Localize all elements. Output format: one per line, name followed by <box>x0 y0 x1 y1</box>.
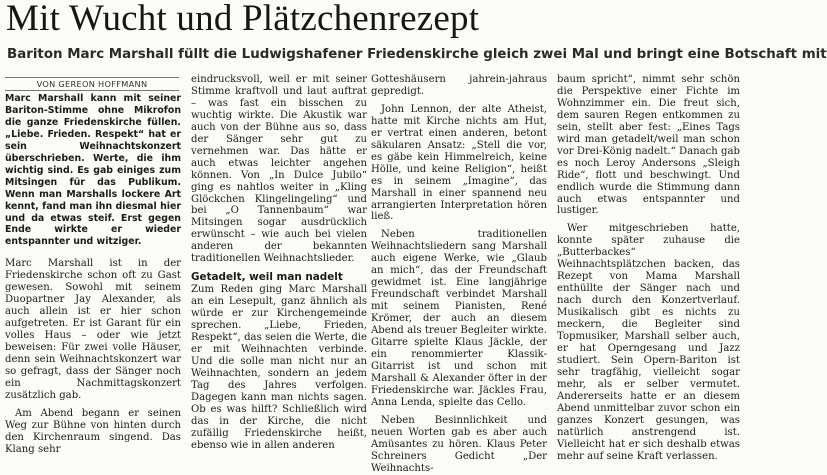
column-3 <box>371 74 547 474</box>
body-paragraph: eindrucksvoll, weil er mit seiner Stimme kraftvoll und laut auftrat – was fast ein bisschen zu wuchtig wirkte. Die Akustik war auch von der Bühne aus so, dass der Sänger sehr gut zu vernehmen war. Das hätte er auch etwas leichter angehen können. Von „In Dulce Jubilo“ ging es nahtlos weiter in „Kling Glöckchen Klingelingeling“ und bei „O Tannenbaum“ war Mitsingen sogar ausdrücklich erwünscht – wie auch bei vielen anderen der bekannten traditionellen Weihnachtslieder. <box>191 74 367 265</box>
lead-paragraph <box>5 93 181 248</box>
column-4 <box>557 74 740 462</box>
headline: Mit Wucht und Plätzchenrezept <box>6 0 480 39</box>
body-paragraph: Am Abend begann er seinen Weg zur Bühne von hinten durch den Kirchenraum singend. Das Klang sehr <box>5 407 181 455</box>
body-paragraph: Neben Besinnlichkeit und neuen Worten gab es aber auch Amüsantes zu hören. Klaus Peter Schreiners Gedicht „Der Weihnachts- <box>371 414 547 474</box>
lead-text: Marc Marshall kann mit seiner Bariton-Stimme ohne Mikrofon die ganze Friedenskirche füllen. „Liebe. Frieden. Respekt“ hat er sein Weihnachtskonzert überschrieben. Werte, die ihm wichtig sind. Es gab einiges zum Mitsingen für das Publikum. Wenn man Marshalls lockere Art kennt, fand man ihn diesmal hier und da etwas steif. Erst gegen Ende wirkte er wieder entspannter und witziger. <box>5 93 181 248</box>
body-paragraph: baum spricht“, nimmt sehr schön die Perspektive einer Fichte im Wohnzimmer ein. Die freut sich, dem sauren Regen entkommen zu sein, stellt aber fest: „Eines Tags wird man getadelt/weil man schon vor Drei-König nadelt.“ Danach gab es noch Leroy Andersons „Sleigh Ride“, flott und beschwingt. Und endlich wurde die Stimmung dann auch etwas entspannter und lustiger. <box>557 74 740 217</box>
body-paragraph: John Lennon, der alte Atheist, hatte mit Kirche nichts am Hut, er vertrat einen anderen, betont säkularen Ansatz: „Stell die vor, es gäbe kein Himmelreich, keine Hölle, und keine Religion“, heißt es in seinem „Imagine“, das Marshall in einer spannend neu arrangierten Interpretation hören ließ. <box>371 103 547 223</box>
section-subhead: Getadelt, weil man nadelt <box>191 271 343 284</box>
body-paragraph: Zum Reden ging Marc Marshall an ein Lesepult, ganz ähnlich als würde er zur Kirchengemeinde sprechen. „Liebe, Frieden, Respekt“, das seien die Werte, die er mit Weihnachten verbinde. Und die solle man nicht nur an Weihnachten, sondern an jedem Tag des Jahres verfolgen. Dagegen kann man nichts sagen. Ob es was hilft? Schließlich wird das in der Kirche, die nicht zufällig Friedenskirche heißt, ebenso wie in allen anderen <box>191 284 367 451</box>
body-paragraph: Neben traditionellen Weihnachtsliedern sang Marshall auch eigene Werke, wie „Glaub an mich“, das der Freundschaft gewidmet ist. Eine langjährige Freundschaft verbindet Marshall mit seinem Pianisten, René Krömer, der auch an diesem Abend als treuer Begleiter wirkte. Gitarre spielte Klaus Jäckle, der ein renommierter Klassik-Gitarrist ist und schon mit Marshall & Alexander öfter in der Friedenskirche war. Jäckles Frau, Anna Lenda, spielte das Cello. <box>371 229 547 408</box>
column-1 <box>5 93 181 455</box>
column-2 <box>191 74 367 451</box>
author-byline: VON GEREON HOFFMANN <box>5 77 179 91</box>
body-paragraph: Wer mitgeschrieben hatte, konnte später zuhause die „Butterbackes“ Weihnachtsplätzchen backen, das Rezept von Mama Marshall enthüllte der Sänger nach und nach durch den Konzertverlauf. Musikalisch gibt es nichts zu meckern, die Begleiter sind Topmusiker, Marshall selber auch, er hat Operngesang und Jazz studiert. Sein Opern-Bariton ist sehr tragfähig, vielleicht sogar mehr, als er selber vermutet. Andererseits hatte er an diesem Abend unmittelbar zuvor schon ein ganzes Konzert gesungen, was natürlich anstrengend ist. Vielleicht hat er sich deshalb etwas mehr auf seine Kraft verlassen. <box>557 223 740 462</box>
body-paragraph: Gotteshäusern jahrein-jahraus gepredigt. <box>371 74 547 97</box>
body-paragraph: Marc Marshall ist in der Friedenskirche schon oft zu Gast gewesen. Sowohl mit seinem Duopartner Jay Alexander, als auch allein ist er hier schon aufgetreten. Er ist Garant für ein volles Haus – oder wie jetzt beweisen: Für zwei volle Häuser, denn sein Weihnachtskonzert war so gefragt, dass der Sänger noch ein Nachmittagskonzert zusätzlich gab. <box>5 258 181 401</box>
subheadline: Bariton Marc Marshall füllt die Ludwigshafener Friedenskirche gleich zwei Mal und bringt eine Botschaft mit <box>7 47 827 62</box>
